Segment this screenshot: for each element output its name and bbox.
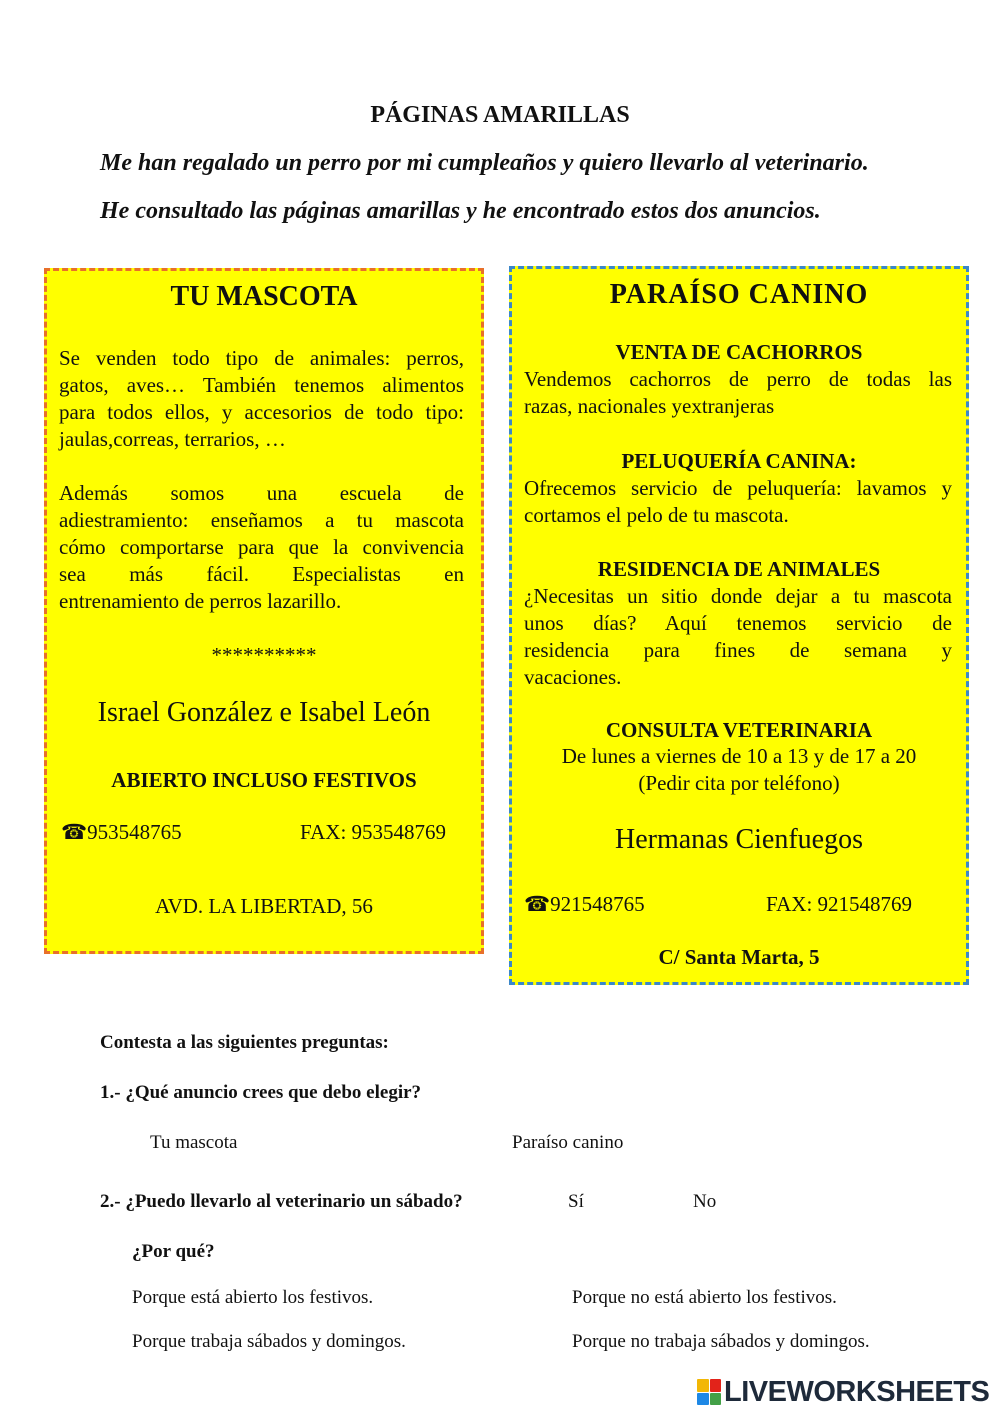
stars-separator: ********** <box>211 643 317 667</box>
text-line: Vendemos cachorros de perro de todas las <box>524 367 952 391</box>
phone-icon: ☎ <box>61 820 88 844</box>
text-line: vacaciones. <box>524 665 622 689</box>
ad-left-paragraph-2 <box>59 480 464 615</box>
text-line: para todos ellos, y accesorios de todo tipo: <box>59 400 464 424</box>
q2-option-yes[interactable]: Sí <box>568 1191 584 1212</box>
ad-left-owners: Israel González e Isabel León <box>97 697 431 728</box>
ad-paraiso-canino <box>509 266 969 985</box>
text-line: cómo comportarse para que la convivencia <box>59 535 464 559</box>
intro-line-1: Me han regalado un perro por mi cumpleaños y quiero llevarlo al veterinario. <box>100 150 869 176</box>
ad-right-section-heading: PELUQUERÍA CANINA: <box>621 449 857 473</box>
ad-right-section-text <box>524 475 952 529</box>
question-1: 1.- ¿Qué anuncio crees que debo elegir? <box>100 1082 422 1103</box>
text-line: jaulas,correas, terrarios, … <box>59 427 286 451</box>
ad-right-hours: De lunes a viernes de 10 a 13 y de 17 a 20 <box>561 744 917 768</box>
page-title: PÁGINAS AMARILLAS <box>370 102 630 128</box>
ad-right-owners: Hermanas Cienfuegos <box>614 824 864 855</box>
text-line: ¿Necesitas un sitio donde dejar a tu mascota <box>524 584 952 608</box>
text-line: adiestramiento: enseñamos a tu mascota <box>59 508 464 532</box>
q1-option-paraiso-canino[interactable]: Paraíso canino <box>512 1132 624 1153</box>
phone-number: 953548765 <box>87 820 182 844</box>
text-line: Se venden todo tipo de animales: perros, <box>59 346 464 370</box>
text-line: cortamos el pelo de tu mascota. <box>524 503 789 527</box>
text-line: razas, nacionales yextranjeras <box>524 394 775 418</box>
ad-right-phone <box>524 892 645 917</box>
ad-right-section-text <box>524 366 952 420</box>
why-question: ¿Por qué? <box>132 1241 215 1262</box>
phone-number: 921548765 <box>550 892 645 916</box>
ad-right-section-text <box>524 583 952 691</box>
why-option[interactable]: Porque no trabaja sábados y domingos. <box>572 1331 870 1352</box>
ad-left-paragraph-1 <box>59 345 464 453</box>
text-line: Además somos una escuela de <box>59 481 464 505</box>
liveworksheets-logo-icon <box>697 1379 721 1405</box>
question-2: 2.- ¿Puedo llevarlo al veterinario un sábado? <box>100 1191 463 1212</box>
text-line: residencia para fines de semana y <box>524 638 952 662</box>
ad-right-fax: FAX: 921548769 <box>766 892 913 916</box>
intro-line-2: He consultado las páginas amarillas y he encontrado estos dos anuncios. <box>100 198 821 224</box>
text-line: sea más fácil. Especialistas en <box>59 562 464 586</box>
why-option[interactable]: Porque no está abierto los festivos. <box>572 1287 837 1308</box>
text-line: gatos, aves… También tenemos alimentos <box>59 373 464 397</box>
logo-text: LIVEWORKSHEETS <box>724 1375 990 1408</box>
q2-option-no[interactable]: No <box>693 1191 717 1212</box>
text-line: unos días? Aquí tenemos servicio de <box>524 611 952 635</box>
ad-tu-mascota <box>44 268 484 954</box>
ad-left-hours: ABIERTO INCLUSO FESTIVOS <box>111 768 417 792</box>
text-line: Ofrecemos servicio de peluquería: lavamos y <box>524 476 952 500</box>
ad-right-section-heading: VENTA DE CACHORROS <box>615 340 863 364</box>
why-option[interactable]: Porque está abierto los festivos. <box>132 1287 374 1308</box>
phone-icon: ☎ <box>524 892 551 916</box>
q1-option-tu-mascota[interactable]: Tu mascota <box>150 1132 238 1153</box>
ad-right-title: PARAÍSO CANINO <box>609 279 869 310</box>
ad-right-section-heading: RESIDENCIA DE ANIMALES <box>597 557 881 581</box>
ad-right-address: C/ Santa Marta, 5 <box>658 945 820 969</box>
ad-right-section-heading: CONSULTA VETERINARIA <box>605 718 873 742</box>
ad-left-fax: FAX: 953548769 <box>300 820 447 844</box>
why-option[interactable]: Porque trabaja sábados y domingos. <box>132 1331 406 1352</box>
liveworksheets-logo <box>697 1376 989 1408</box>
ad-right-appointment: (Pedir cita por teléfono) <box>638 771 840 795</box>
ad-left-title: TU MASCOTA <box>170 281 358 312</box>
text-line: entrenamiento de perros lazarillo. <box>59 589 342 613</box>
questions-intro: Contesta a las siguientes preguntas: <box>100 1032 389 1053</box>
ad-left-address: AVD. LA LIBERTAD, 56 <box>155 894 373 918</box>
ad-left-phone <box>61 820 182 845</box>
